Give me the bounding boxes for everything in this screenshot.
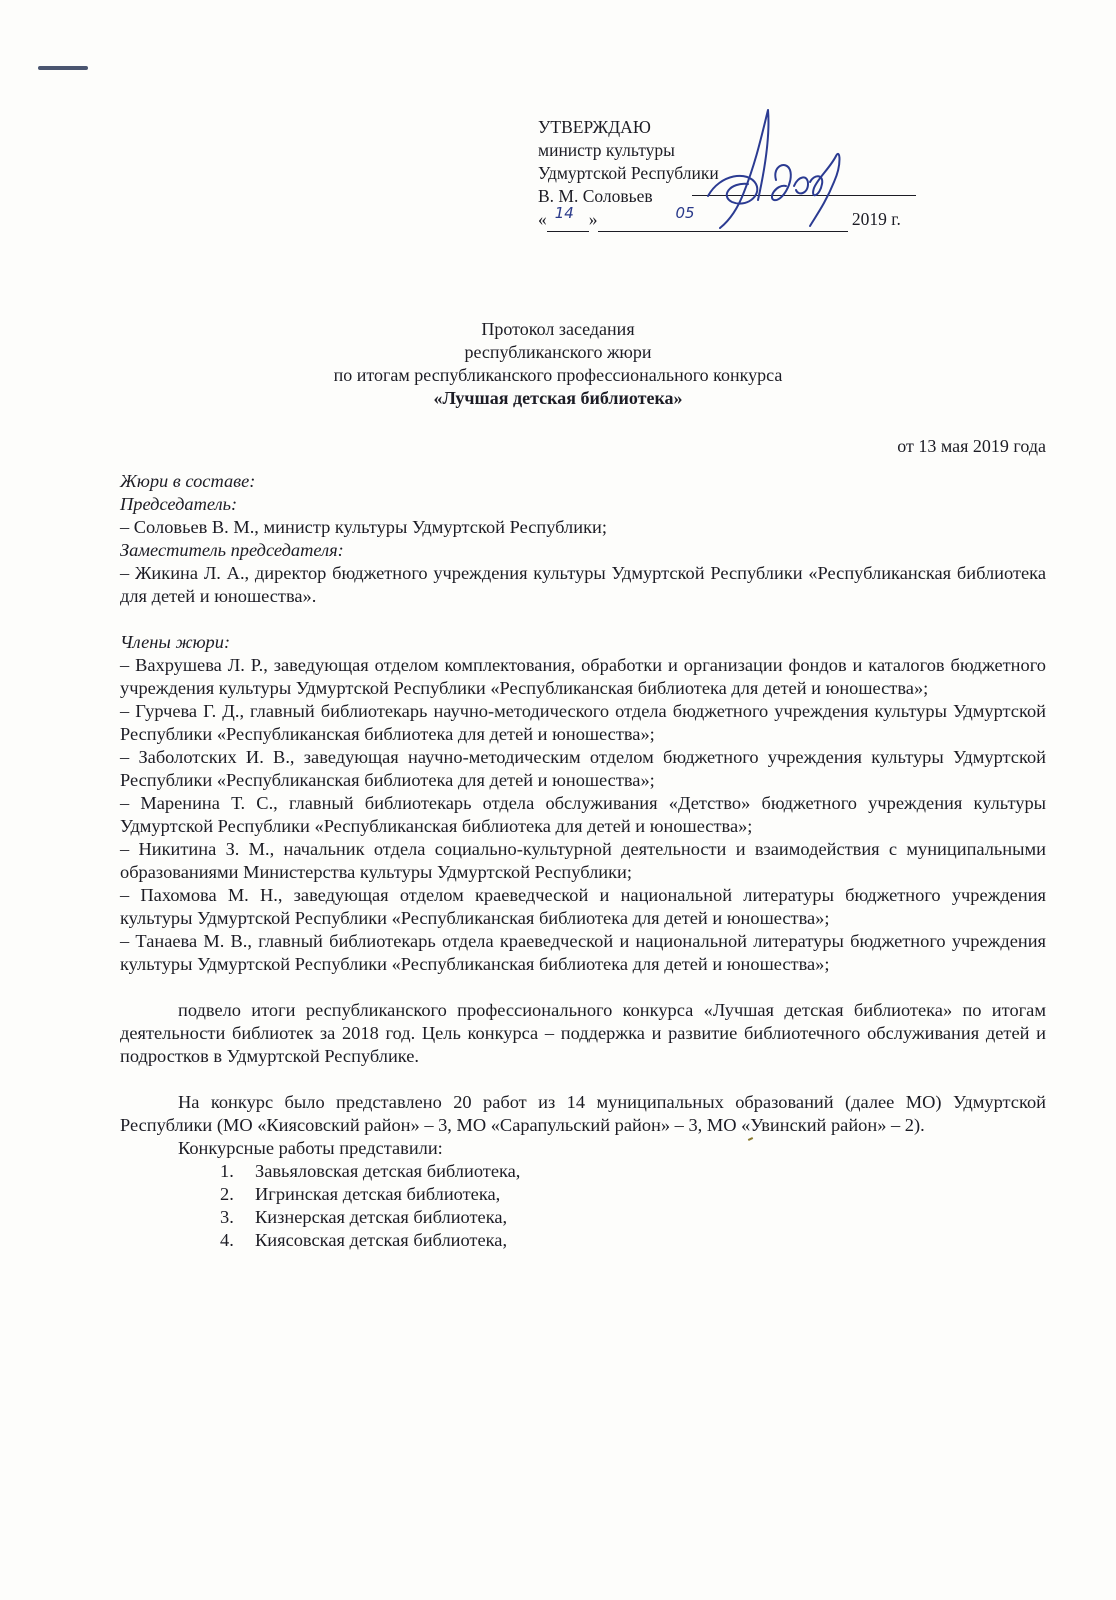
member-entry: – Вахрушева Л. Р., заведующая отделом комплектования, обработки и организации фондов и каталогов бюджетного учреждения культуры Удмуртской Республики «Республиканская библиотека для детей и юношества»; bbox=[120, 655, 1046, 698]
list-item: 1. Завьяловская детская библиотека, bbox=[220, 1161, 521, 1181]
date-day-handwritten: 14 bbox=[554, 204, 574, 222]
approval-heading: УТВЕРЖДАЮ bbox=[538, 117, 651, 137]
scan-mark bbox=[38, 66, 88, 70]
list-item: 2. Игринская детская библиотека, bbox=[220, 1184, 501, 1204]
deputy-entry: – Жикина Л. А., директор бюджетного учреждения культуры Удмуртской Республики «Республиканская библиотека для детей и юношества». bbox=[120, 563, 1046, 606]
member-entry: – Гурчева Г. Д., главный библиотекарь научно-методического отдела бюджетного учреждения культуры Удмуртской Республики «Республиканская библиотека для детей и юношества»; bbox=[120, 701, 1046, 744]
member-entry: – Пахомова М. Н., заведующая отделом краеведческой и национальной литературы бюджетного учреждения культуры Удмуртской Республики «Республиканская библиотека для детей и юношества»; bbox=[120, 885, 1046, 928]
approval-line1: министр культуры bbox=[538, 140, 675, 160]
member-entry: – Никитина З. М., начальник отдела социально-культурной деятельности и взаимодействия с муниципальными образованиями Министерства культуры Удмуртской Республики; bbox=[120, 839, 1046, 882]
approval-line3: В. М. Соловьев bbox=[538, 186, 653, 206]
document-body bbox=[120, 470, 1046, 1252]
submissions-paragraph: На конкурс было представлено 20 работ из 14 муниципальных образований (далее МО) Удмуртской Республики (МО «Киясовский район» – 3, МО «Сарапульский район» – 3, МО «Увинский район» – 2). bbox=[120, 1092, 1046, 1135]
chair-entry: – Соловьев В. М., министр культуры Удмуртской Республики; bbox=[120, 517, 607, 537]
date-day-field bbox=[547, 204, 589, 232]
document-date: от 13 мая 2019 года bbox=[897, 436, 1046, 456]
works-intro: Конкурсные работы представили: bbox=[178, 1138, 443, 1158]
date-open-quote: « bbox=[538, 209, 547, 229]
member-entry: – Маренина Т. С., главный библиотекарь отдела обслуживания «Детство» бюджетного учреждения культуры Удмуртской Республики «Республиканская библиотека для детей и юношества»; bbox=[120, 793, 1046, 836]
members-label: Члены жюри: bbox=[120, 632, 231, 652]
jury-heading: Жюри в составе: bbox=[120, 471, 256, 491]
list-item: 3. Кизнерская детская библиотека, bbox=[220, 1207, 508, 1227]
signature-image bbox=[690, 104, 860, 244]
title-line2: республиканского жюри bbox=[464, 342, 652, 362]
deputy-label: Заместитель председателя: bbox=[120, 540, 344, 560]
member-entry: – Танаева М. В., главный библиотекарь отдела краеведческой и национальной литературы бюджетного учреждения культуры Удмуртской Республики «Республиканская библиотека для детей и юношества»; bbox=[120, 931, 1046, 974]
chair-label: Председатель: bbox=[120, 494, 238, 514]
date-year: 2019 г. bbox=[851, 209, 901, 229]
summary-paragraph: подвело итоги республиканского профессионального конкурса «Лучшая детская библиотека» по итогам деятельности библиотек за 2018 год. Цель конкурса – поддержка и развитие библиотечного обслуживания детей и подростков в Удмуртской Республике. bbox=[120, 1000, 1046, 1066]
title-line4: «Лучшая детская библиотека» bbox=[433, 388, 683, 408]
list-item: 4. Киясовская детская библиотека, bbox=[220, 1230, 508, 1250]
title-line1: Протокол заседания bbox=[481, 319, 635, 339]
date-close-quote: » bbox=[588, 209, 598, 229]
works-list bbox=[120, 1160, 1046, 1252]
title-block bbox=[0, 318, 1116, 410]
date-month-handwritten: 05 bbox=[675, 204, 695, 222]
title-line3: по итогам республиканского профессионального конкурса bbox=[333, 365, 783, 385]
member-entry: – Заболотских И. В., заведующая научно-методическим отделом бюджетного учреждения культуры Удмуртской Республики «Республиканская библиотека для детей и юношества»; bbox=[120, 747, 1046, 790]
approval-line2: Удмуртской Республики bbox=[538, 163, 719, 183]
